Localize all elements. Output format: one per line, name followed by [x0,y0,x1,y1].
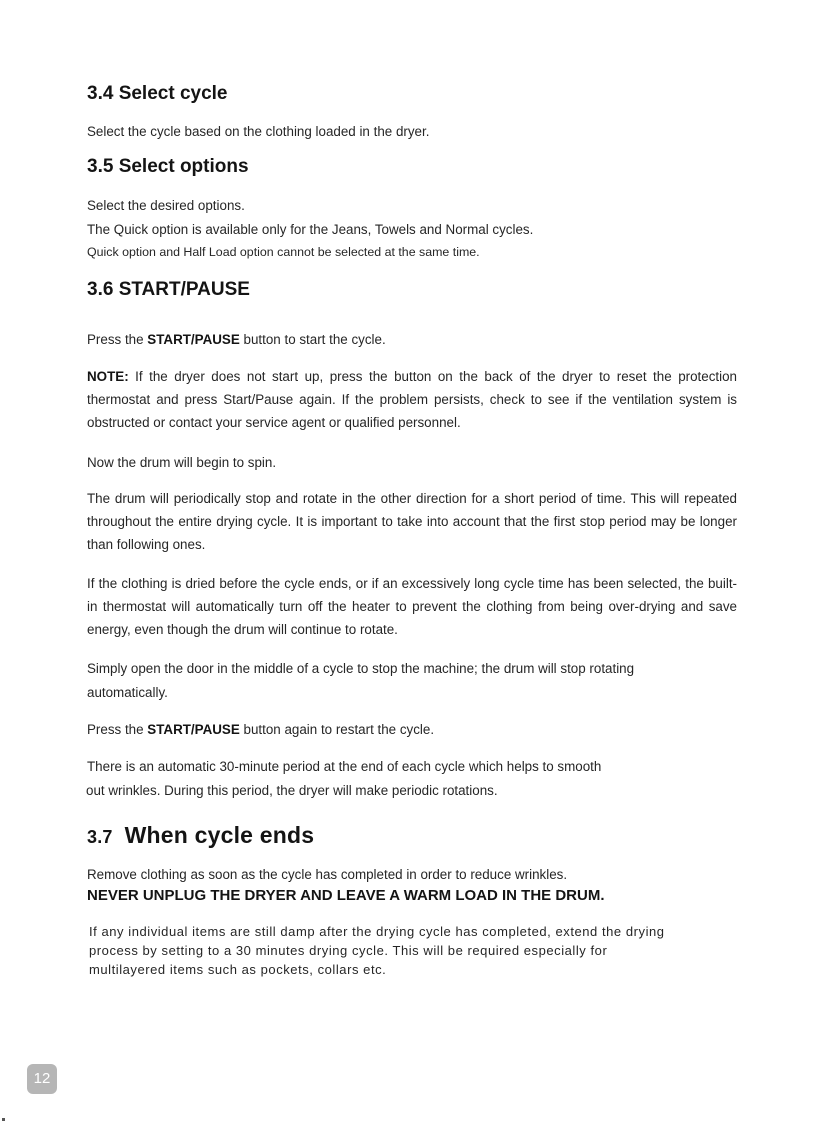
page-number-badge: 12 [27,1064,57,1094]
clothing-dried-paragraph: If the clothing is dried before the cycle ends, or if an excessively long cycle time has been selected, the built-in thermostat will automatically turn off the heater to prevent the clothing from being over-drying and save energy, even though the drum will continue to rotate. [87,576,737,637]
periodic-rotation-paragraph: The drum will periodically stop and rotate in the other direction for a short period of time. This will repeated throughout the entire drying cycle. It is important to take into account that the first stop period may be longer than following ones. [87,491,737,552]
wrinkle-line-2: out wrinkles. During this period, the dryer will make periodic rotations. [86,783,498,798]
drum-spin-text: Now the drum will begin to spin. [87,455,277,470]
unplug-warning: NEVER UNPLUG THE DRYER AND LEAVE A WARM LOAD IN THE DRUM. [87,887,605,904]
note-paragraph [87,365,737,434]
section-number: 3.7 [87,827,113,847]
press-start-prefix: Press the [87,332,148,347]
heading-select-options: 3.5 Select options [87,156,249,177]
door-line-1: Simply open the door in the middle of a cycle to stop the machine; the drum will stop rotating [87,661,635,676]
door-line-2: automatically. [87,685,168,700]
restart-paragraph [87,718,434,741]
wrinkle-line-1: There is an automatic 30-minute period at the end of each cycle which helps to smooth [87,759,602,774]
start-pause-label: START/PAUSE [147,332,240,347]
press-start-paragraph [87,328,386,351]
edge-mark [2,1118,5,1121]
note-label: NOTE: [87,369,129,384]
heading-select-cycle: 3.4 Select cycle [87,83,228,104]
damp-line-2: process by setting to a 30 minutes drying cycle. This will be required especially for [89,943,608,958]
heading-start-pause: 3.6 START/PAUSE [87,279,250,300]
section-title: When cycle ends [124,822,315,848]
damp-line-1: If any individual items are still damp after the drying cycle has completed, extend the drying [89,924,665,939]
options-line-3: Quick option and Half Load option cannot be selected at the same time. [87,245,480,259]
restart-suffix: button again to restart the cycle. [239,722,435,737]
restart-start-pause-label: START/PAUSE [147,722,240,737]
select-cycle-text: Select the cycle based on the clothing loaded in the dryer. [87,124,430,139]
damp-line-3: multilayered items such as pockets, collars etc. [89,962,387,977]
note-text: If the dryer does not start up, press the button on the back of the dryer to reset the protection thermostat and press Start/Pause again. If the problem persists, check to see if the ventilation system is obstructed or contact your service agent or qualified personnel. [87,369,737,430]
remove-clothing-text: Remove clothing as soon as the cycle has completed in order to reduce wrinkles. [87,867,568,882]
options-line-1: Select the desired options. [87,198,245,213]
restart-prefix: Press the [87,722,148,737]
press-start-suffix: button to start the cycle. [239,332,386,347]
options-line-2: The Quick option is available only for the Jeans, Towels and Normal cycles. [87,222,534,237]
heading-when-cycle-ends [87,822,314,849]
